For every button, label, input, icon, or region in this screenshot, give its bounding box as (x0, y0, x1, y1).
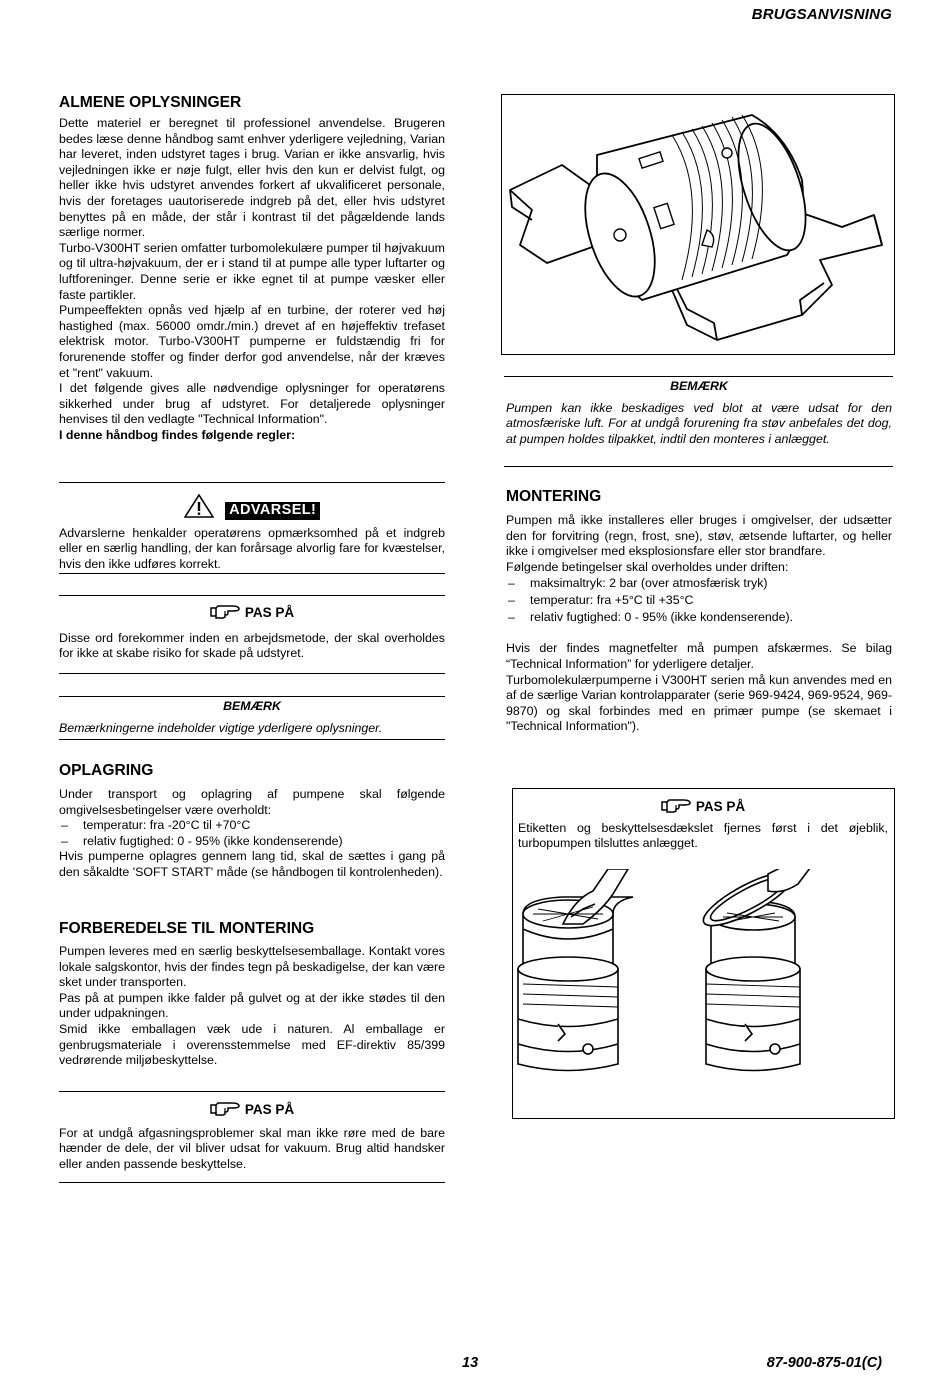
note-text: Bemærkningerne indeholder vigtige yderligere oplysninger. (59, 720, 383, 735)
almene-p1: Dette materiel er beregnet til professionel anvendelse. Brugeren bedes læse denne håndbog samt enhver yderligere vejledning, Varian har leveret, inden udstyret tages i brug. Varian er ikke ansvarlig, hvis vejledningen ikke er nøje fulgt, eller hvis den kun er delvist fulgt, og heller ikke hvis udstyret anvendes forkert af ukvalificeret personale, hvis der foretages uautoriserede indgreb på det, eller hvis udstyret benyttes på en måde, der står i kontrast til det pågældende lands særlige normer. (59, 116, 445, 240)
forberedelse-p1: Pumpen leveres med en særlig beskyttelsesemballage. Kontakt vores lokale salgskontor, hvis der findes tegn på beskadigelse, der kan være sket under transporten. (59, 944, 445, 990)
almene-p4: I det følgende gives alle nødvendige oplysninger for operatørens sikkerhed under brug af udstyret. For detaljerede oplysninger henvises til den vedlagte "Technical Information". (59, 381, 445, 427)
note-text: Pumpen kan ikke beskadiges ved blot at være udsat for den atmosfæriske luft. For at undgå forurening fra støv anbefales det dog, at pumpen holdes tilpakket, indtil den monteres i anlægget. (506, 400, 892, 446)
montering-p1: Pumpen må ikke installeres eller bruges i omgivelser, der udsætter den for forvitring (regn, frost, sne), støv, ætsende luftarter, og heller ikke i omgivelser med eksplosionsfare eller stor brandfare. (506, 513, 892, 559)
note-label: BEMÆRK (670, 379, 728, 393)
pump-packaging-illustration (501, 94, 895, 355)
heading-oplagring: OPLAGRING (59, 762, 154, 779)
divider (504, 466, 893, 467)
note-label: BEMÆRK (223, 699, 281, 713)
warning-text: Advarslerne henkalder operatørens opmærksomhed på et indgreb eller en særlig handling, der kan forårsage alvorlig fare for kvæstelser, hvis den ikke udføres korrekt. (59, 525, 445, 571)
warning-triangle-icon (184, 494, 214, 518)
note-block (59, 699, 445, 736)
divider (59, 595, 445, 596)
storage-conditions-list (59, 818, 445, 849)
almene-p2: Turbo-V300HT serien omfatter turbomolekulære pumper til højvakuum og til ultra-højvakuum, der er i stand til at pumpe alle typer luftarter og luftforeninger. Denne serie er ikke egnet til at pumpe væsker eller faste partikler. (59, 240, 445, 302)
pump-illustration (502, 95, 894, 354)
divider (59, 1182, 445, 1183)
heading-almene: ALMENE OPLYSNINGER (59, 94, 242, 111)
caution-block (59, 603, 445, 662)
caution-text: Etiketten og beskyttelsesdækslet fjernes først i det øjeblik, turbopumpen tilsluttes anlægget. (518, 820, 888, 851)
pointing-hand-icon (661, 797, 691, 813)
warning-label: ADVARSEL! (225, 502, 320, 520)
caution-label: PAS PÅ (244, 605, 295, 620)
divider (59, 482, 445, 483)
heading-forberedelse: FORBEREDELSE TIL MONTERING (59, 920, 315, 937)
caution-box (512, 788, 895, 1119)
almene-p5: I denne håndbog findes følgende regler: (59, 427, 296, 442)
list-item: – temperatur: fra +5°C til +35°C (506, 592, 892, 609)
divider (504, 376, 893, 377)
section-almene (59, 94, 445, 443)
section-montering (506, 488, 892, 735)
warning-block (59, 494, 445, 572)
list-item: – temperatur: fra -20°C til +70°C (59, 818, 445, 834)
pointing-hand-icon (210, 603, 240, 619)
divider (59, 573, 445, 574)
divider (59, 673, 445, 674)
forberedelse-p3: Smid ikke emballagen væk ude i naturen. Al emballage er genbrugsmateriale i overensstemmelse med EF-direktiv 85/399 vedrørende miljøbeskyttelse. (59, 1021, 445, 1068)
oplagring-p1: Under transport og oplagring af pumpene skal følgende omgivelsesbetingelser være overholdt: (59, 787, 445, 817)
montering-p3: Hvis der findes magnetfelter må pumpen afskærmes. Se bilag “Technical Information” for yderligere detaljer. (506, 641, 892, 671)
section-forberedelse (59, 920, 445, 1069)
list-item: – maksimaltryk: 2 bar (over atmosfærisk tryk) (506, 575, 892, 592)
caution-block (518, 797, 888, 852)
heading-montering: MONTERING (506, 488, 602, 505)
forberedelse-p2: Pas på at pumpen ikke falder på gulvet og at der ikke stødes til den under udpakningen. (59, 990, 445, 1021)
remove-cover-illustration (513, 869, 894, 1079)
list-item: – relativ fugtighed: 0 - 95% (ikke kondenserende). (506, 609, 892, 626)
note-block (506, 379, 892, 447)
pointing-hand-icon (210, 1100, 240, 1116)
divider (59, 739, 445, 740)
divider (59, 1091, 445, 1092)
montering-p2: Følgende betingelser skal overholdes under driften: (506, 559, 789, 574)
divider (59, 696, 445, 697)
caution-label: PAS PÅ (244, 1102, 295, 1117)
caution-text: For at undgå afgasningsproblemer skal man ikke røre med de bare hænder de dele, der vil bliver udsat for vakuum. Brug altid handsker eller anden passende beskyttelse. (59, 1125, 445, 1171)
almene-p3: Pumpeeffekten opnås ved hjælp af en turbine, der roterer ved høj hastighed (max. 56000 omdr./min.) drevet af en højeffektiv trefaset elektrisk motor. Turbo-V300HT pumperne er fuldstændig fri for forurenende stoffer og finder derfor god anvendelse, når der kræves et "rent" vakuum. (59, 303, 445, 380)
operating-conditions-list (506, 575, 892, 626)
caution-label: PAS PÅ (695, 799, 746, 814)
document-code: 87-900-875-01(C) (766, 1355, 882, 1371)
montering-p4: Turbomolekulærpumperne i V300HT serien må kun anvendes med en af de særlige Varian kontrolapparater (serie 969-9424, 969-9524, 969-9870) og skal forbindes med en primær pumpe (se skemaet i "Technical Information"). (506, 672, 892, 734)
section-oplagring (59, 762, 445, 881)
caution-block (59, 1100, 445, 1172)
oplagring-p2: Hvis pumperne oplagres gennem lang tid, skal de sættes i gang på den såkaldte 'SOFT START' måde (se håndbogen til kontrolenheden). (59, 849, 445, 879)
list-item: – relativ fugtighed: 0 - 95% (ikke kondenserende) (59, 834, 445, 850)
page-number: 13 (462, 1355, 479, 1371)
caution-text: Disse ord forekommer inden en arbejdsmetode, der skal overholdes for ikke at skabe risiko for skade på udstyret. (59, 630, 445, 661)
header-title: BRUGSANVISNING (751, 6, 892, 23)
